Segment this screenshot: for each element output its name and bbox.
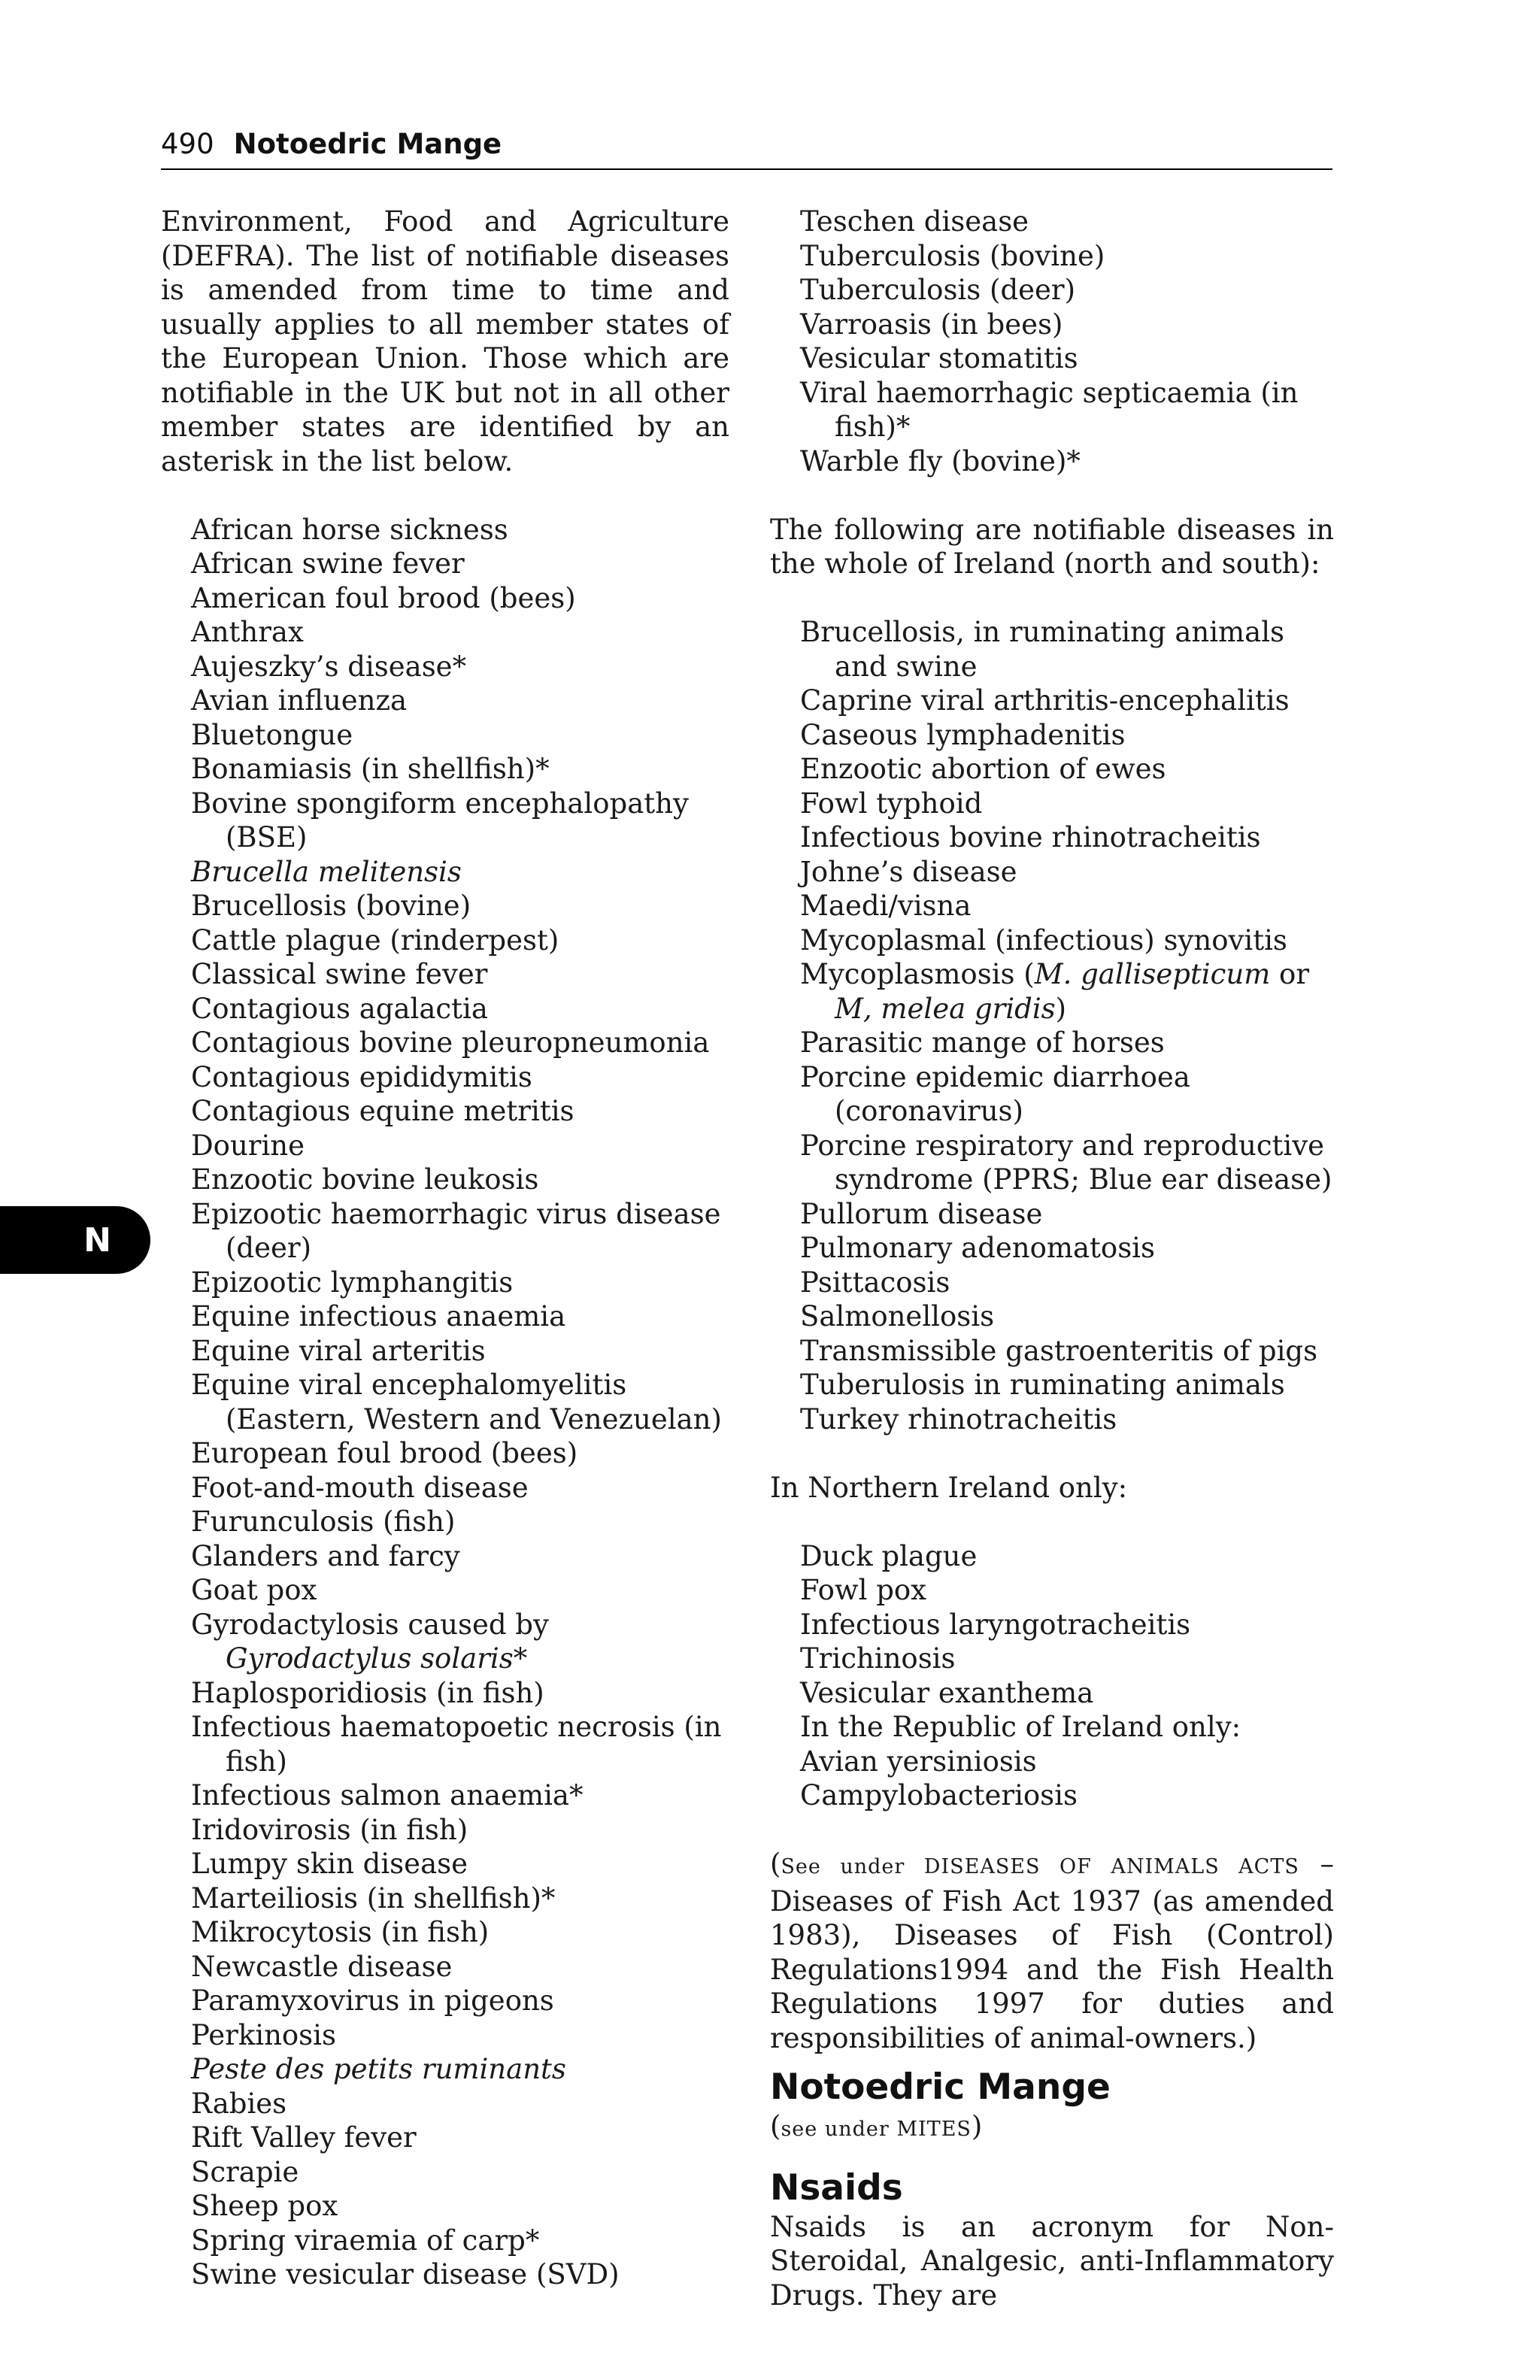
list-item: Classical swine fever	[191, 958, 488, 990]
list-item: Glanders and farcy	[191, 1539, 460, 1572]
list-item: Salmonellosis	[800, 1300, 995, 1332]
list-item: Enzootic abortion of ewes	[800, 753, 1166, 785]
entry-heading-notoedric-mange: Notoedric Mange	[770, 2066, 1111, 2108]
list-item: Epizootic lymphangitis	[191, 1266, 514, 1299]
list-item: Foot-and-mouth disease	[191, 1471, 529, 1504]
list-item: Caprine viral arthritis-encephalitis	[800, 684, 1290, 717]
list-item: Trichinosis	[800, 1642, 956, 1675]
list-item: Contagious agalactia	[191, 992, 488, 1025]
nsaids-paragraph: Nsaids is an acronym for Non-Steroidal, Analgesic, anti-Inflammatory Drugs. They are	[770, 2210, 1334, 2312]
list-item: Tuberculosis (deer)	[800, 274, 1076, 306]
list-item: Turkey rhinotracheitis	[800, 1402, 1117, 1436]
list-item: Contagious equine metritis	[191, 1095, 574, 1127]
list-item: Rift Valley fever	[191, 2121, 417, 2154]
list-item: Scrapie	[191, 2155, 299, 2188]
list-item: Vesicular exanthema	[800, 1676, 1094, 1709]
list-item: Goat pox	[191, 1574, 317, 1606]
list-item: Furunculosis (fish)	[191, 1505, 456, 1538]
northern-ireland-disease-list	[770, 1539, 1334, 1813]
list-item: Lumpy skin disease	[191, 1848, 468, 1880]
list-item: Contagious bovine pleuropneumonia	[191, 1026, 710, 1059]
list-item: Marteiliosis (in shellfish)*	[191, 1881, 556, 1915]
right-column	[770, 205, 1334, 2312]
list-item: Cattle plague (rinderpest)	[191, 923, 559, 957]
list-item: Vesicular stomatitis	[800, 342, 1078, 374]
intro-paragraph: Environment, Food and Agriculture (DEFRA). The list of notifiable diseases is amended from time to time and usually applies to all member states of the European Union. Those which are notifiable in the UK but not in all other member states are identified by an asterisk in the list below.	[161, 205, 729, 478]
list-item: Mikrocytosis (in fish)	[191, 1916, 490, 1948]
list-item: Johne’s disease	[800, 855, 1017, 888]
list-item-mycoplasmosis: Mycoplasmosis (M. gallisepticum or M, melea gridis)	[800, 958, 1310, 1025]
list-item: Infectious laryngotracheitis	[800, 1608, 1191, 1641]
notifiable-disease-list	[161, 513, 729, 2292]
cross-reference: MITES	[896, 2118, 972, 2141]
list-item: Viral haemorrhagic septicaemia (in fish)*	[800, 376, 1299, 443]
left-column	[161, 205, 729, 2292]
list-item: Campylobacteriosis	[800, 1779, 1078, 1812]
list-item: Equine viral arteritis	[191, 1334, 486, 1367]
list-item: Contagious epididymitis	[191, 1060, 532, 1093]
notifiable-disease-list-continued	[770, 205, 1334, 478]
list-item: Brucella melitensis	[191, 855, 462, 888]
ireland-intro-paragraph: The following are notifiable diseases in the whole of Ireland (north and south):	[770, 513, 1334, 580]
list-item: Duck plague	[800, 1539, 978, 1572]
see-also-note: (See under DISEASES OF ANIMALS ACTS – Diseases of Fish Act 1937 (as amended 1983), Diseases of Fish (Control) Regulations1994 and the Fish Health Regulations 1997 for duties and responsibilities of animal-owners.)	[770, 1848, 1334, 2054]
list-item: Maedi/visna	[800, 890, 972, 922]
northern-ireland-intro: In Northern Ireland only:	[770, 1471, 1128, 1504]
list-item: Porcine epidemic diarrhoea (coronavirus)	[800, 1060, 1190, 1127]
list-item: Tuberulosis in ruminating animals	[800, 1369, 1285, 1401]
list-item: Pulmonary adenomatosis	[800, 1232, 1156, 1264]
list-item: Peste des petits ruminants	[191, 2053, 566, 2085]
list-item: Aujeszky’s disease*	[191, 650, 467, 683]
list-item: Transmissible gastroenteritis of pigs	[800, 1334, 1318, 1367]
list-item: Dourine	[191, 1129, 305, 1162]
ireland-disease-list	[770, 615, 1334, 1436]
list-item: Porcine respiratory and reproductive syndrome (PPRS; Blue ear disease)	[800, 1129, 1332, 1196]
list-item: Haplosporidiosis (in fish)	[191, 1676, 544, 1709]
list-item: Sheep pox	[191, 2190, 338, 2222]
list-item: Paramyxovirus in pigeons	[191, 1984, 554, 2017]
list-item: Pullorum disease	[800, 1197, 1043, 1230]
list-item: Warble fly (bovine)*	[800, 444, 1081, 478]
list-item: Anthrax	[191, 616, 304, 648]
thumb-index-tab: N	[0, 1206, 150, 1274]
list-item: Avian yersiniosis	[800, 1745, 1037, 1778]
list-item: Spring viraemia of carp*	[191, 2224, 540, 2257]
list-item: Equine infectious anaemia	[191, 1300, 566, 1332]
list-item: Teschen disease	[800, 205, 1029, 238]
list-item: Avian influenza	[191, 684, 408, 717]
list-item: Tuberculosis (bovine)	[800, 239, 1105, 272]
list-item: Varroasis (in bees)	[800, 308, 1063, 341]
running-head-title: Notoedric Mange	[233, 128, 502, 160]
list-item: Newcastle disease	[191, 1950, 453, 1983]
list-item: Brucellosis (bovine)	[191, 890, 471, 922]
notoedric-see-under: (see under MITES)	[770, 2110, 983, 2142]
list-item: Caseous lymphadenitis	[800, 718, 1126, 751]
cross-reference: DISEASES OF ANIMALS ACTS	[923, 1855, 1299, 1878]
page-number: 490	[161, 128, 214, 160]
list-item: Iridovirosis (in fish)	[191, 1813, 468, 1846]
list-item: In the Republic of Ireland only:	[800, 1711, 1241, 1743]
list-item: Epizootic haemorrhagic virus disease (deer)	[191, 1197, 721, 1264]
list-item: Fowl typhoid	[800, 787, 983, 820]
list-item: Parasitic mange of horses	[800, 1026, 1165, 1059]
list-item: Equine viral encephalomyelitis (Eastern, Western and Venezuelan)	[191, 1369, 722, 1436]
list-item: American foul brood (bees)	[191, 581, 576, 614]
list-item: Enzootic bovine leukosis	[191, 1163, 539, 1196]
list-item: Infectious salmon anaemia*	[191, 1779, 584, 1812]
list-item: Bonamiasis (in shellfish)*	[191, 753, 550, 785]
list-item-gyrodactylosis: Gyrodactylosis caused by Gyrodactylus solaris*	[191, 1608, 549, 1675]
list-item: Rabies	[191, 2087, 287, 2120]
list-item: Fowl pox	[800, 1574, 927, 1606]
entry-heading-nsaids: Nsaids	[770, 2166, 903, 2209]
list-item: European foul brood (bees)	[191, 1437, 578, 1469]
list-item: Infectious bovine rhinotracheitis	[800, 821, 1261, 853]
list-item: African swine fever	[191, 547, 465, 580]
list-item: Brucellosis, in ruminating animals and swine	[800, 616, 1285, 683]
list-item: Mycoplasmal (infectious) synovitis	[800, 923, 1287, 957]
list-item: Bluetongue	[191, 718, 353, 751]
list-item: African horse sickness	[191, 513, 508, 546]
list-item: Bovine spongiform encephalopathy (BSE)	[191, 787, 689, 853]
list-item: Infectious haematopoetic necrosis (in fish)	[191, 1711, 722, 1778]
list-item: Psittacosis	[800, 1266, 950, 1299]
list-item: Perkinosis	[191, 2018, 336, 2051]
list-item: Swine vesicular disease (SVD)	[191, 2258, 620, 2291]
running-head	[161, 126, 1332, 170]
